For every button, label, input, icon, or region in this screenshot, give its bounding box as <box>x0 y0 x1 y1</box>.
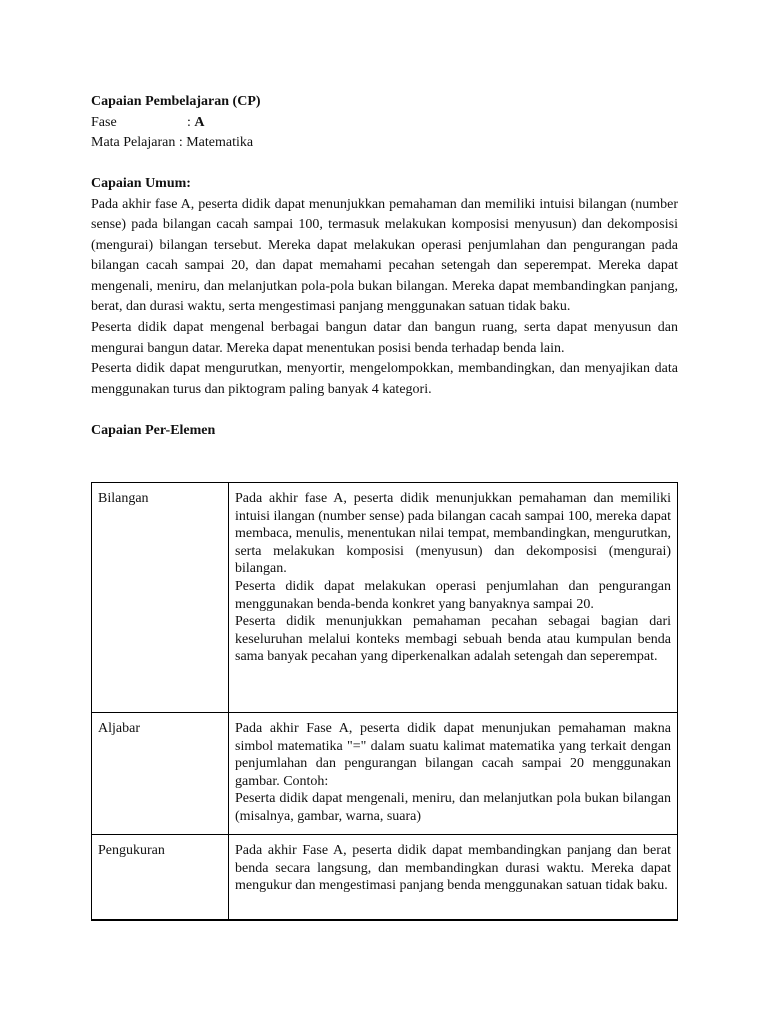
capaian-per-elemen-heading: Capaian Per-Elemen <box>91 422 216 438</box>
capaian-elemen-table <box>91 482 678 921</box>
capaian-umum-paragraph: Peserta didik dapat mengurutkan, menyortir, mengelompokkan, membandingkan, dan menyajikan data menggunakan turus dan piktogram paling banyak 4 kategori. <box>91 361 678 397</box>
elemen-description <box>229 835 678 921</box>
fase-separator: : <box>187 114 191 130</box>
elemen-name: Bilangan <box>92 483 229 713</box>
spacer <box>91 400 678 421</box>
elemen-name: Aljabar <box>92 713 229 835</box>
table-row <box>92 713 678 835</box>
elemen-description <box>229 713 678 835</box>
table-row <box>92 835 678 921</box>
fase-label: Fase <box>91 114 117 130</box>
elemen-paragraph: Peserta didik menunjukkan pemahaman pecahan sebagai bagian dari keseluruhan melalui konteks membagi sebuah benda atau kumpulan benda sama banyak pecahan yang diperkenalkan adalah setengah dan seperempat. <box>235 614 671 665</box>
elemen-paragraph: Pada akhir Fase A, peserta didik dapat menunjukan pemahaman makna simbol matematika "=" dalam suatu kalimat matematika yang terkait dengan penjumlahan dan pengurangan bilangan cacah sampai 20 menggunakan gambar. Contoh: <box>235 721 671 789</box>
capaian-umum-paragraph: Pada akhir fase A, peserta didik dapat menunjukkan pemahaman dan memiliki intuisi bilangan (number sense) pada bilangan cacah sampai 100, termasuk melakukan komposisi menyusun) dan dekomposisi (mengurai) bilangan tersebut. Mereka dapat melakukan operasi penjumlahan dan pengurangan pada bilangan cacah sampai 20, dan dapat memahami pecahan setengah dan seperempat. Mereka dapat mengenali, meniru, dan melanjutkan pola-pola bukan bilangan. Mereka dapat membandingkan panjang, berat, dan durasi waktu, serta mengestimasi panjang menggunakan satuan tidak baku. <box>91 196 678 315</box>
capaian-umum-heading: Capaian Umum: <box>91 176 191 191</box>
mapel-line: Mata Pelajaran : Matematika <box>91 135 254 150</box>
elemen-paragraph: Peserta didik dapat melakukan operasi penjumlahan dan pengurangan menggunakan benda-benda konkret yang banyaknya sampai 20. <box>235 578 671 612</box>
elemen-paragraph: Pada akhir fase A, peserta didik menunjukkan pemahaman dan memiliki intuisi ilangan (number sense) pada bilangan cacah sampai 100, mereka dapat membaca, menulis, menentukan nilai tempat, membandingkan, mengurutkan, serta melakukan komposisi (menyusun) dan dekomposisi (mengurai) bilangan. <box>235 491 671 577</box>
elemen-name: Pengukuran <box>92 835 229 921</box>
elemen-description <box>229 483 678 713</box>
fase-line <box>91 113 678 134</box>
fase-value: A <box>194 114 205 130</box>
spacer <box>91 154 678 175</box>
document-page <box>91 92 678 441</box>
elemen-paragraph: Peserta didik dapat mengenali, meniru, dan melanjutkan pola bukan bilangan (misalnya, gambar, warna, suara) <box>235 791 671 824</box>
table-row <box>92 483 678 713</box>
capaian-umum-paragraph: Peserta didik dapat mengenal berbagai bangun datar dan bangun ruang, serta dapat menyusun dan mengurai bangun datar. Mereka dapat menentukan posisi benda terhadap benda lain. <box>91 320 678 356</box>
elemen-paragraph: Pada akhir Fase A, peserta didik dapat membandingkan panjang dan berat benda secara langsung, dan membandingkan durasi waktu. Mereka dapat mengukur dan mengestimasi panjang benda menggunakan satuan tidak baku. <box>235 843 671 894</box>
document-title: Capaian Pembelajaran (CP) <box>91 94 261 109</box>
